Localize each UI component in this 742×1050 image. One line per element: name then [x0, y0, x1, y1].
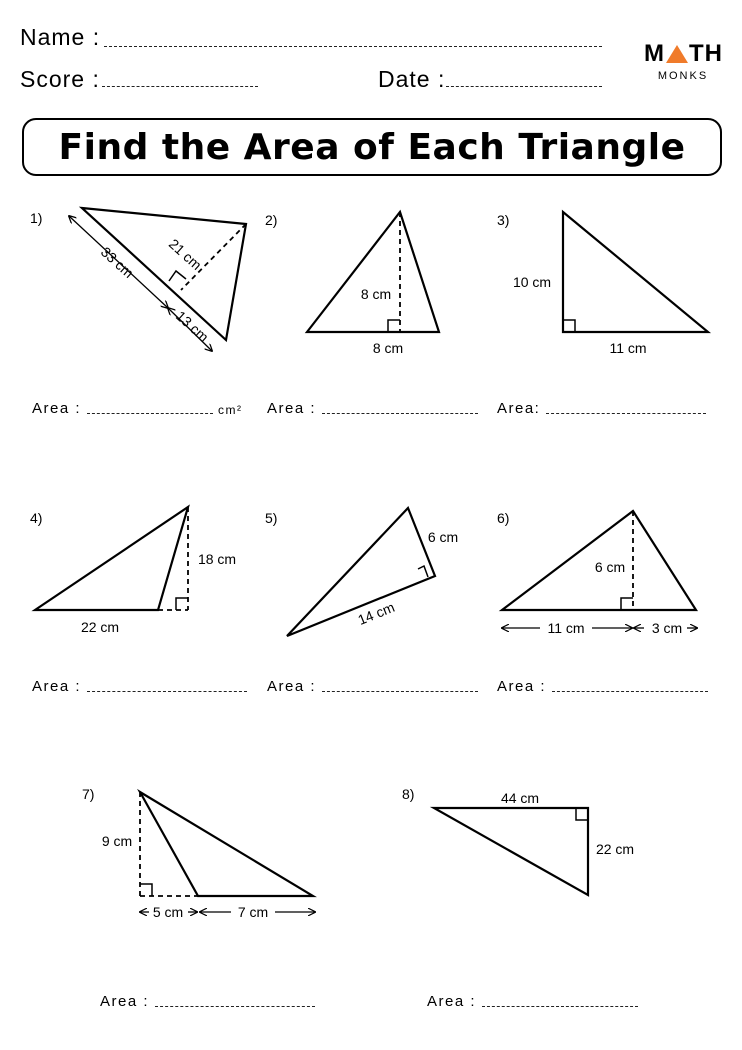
triangle-8-side-label: 22 cm	[595, 841, 635, 857]
problem-2-number: 2)	[265, 212, 278, 228]
triangle-8	[434, 790, 634, 895]
problem-1-number: 1)	[30, 210, 43, 226]
area-row-1	[32, 400, 243, 417]
area-row-2	[267, 400, 478, 417]
triangle-7-base-left-label: 5 cm	[152, 904, 184, 920]
triangle-2-base-label: 8 cm	[372, 340, 404, 356]
area-label: Area :	[100, 993, 150, 1010]
area-label: Area :	[32, 678, 82, 695]
problem-5-number: 5)	[265, 510, 278, 526]
triangle-6-base-left-label: 11 cm	[547, 620, 585, 636]
area-label: Area :	[497, 678, 547, 695]
area-answer-field-6[interactable]	[552, 691, 708, 692]
triangle-7-height-label: 9 cm	[101, 833, 133, 849]
area-row-7	[100, 993, 315, 1010]
area-label: Area :	[427, 993, 477, 1010]
name-label: Name :	[20, 24, 101, 50]
triangle-1-height-label: 21 cm	[165, 235, 205, 273]
score-label: Score :	[20, 66, 100, 92]
triangle-3-height-label: 10 cm	[512, 274, 552, 290]
problem-8-number: 8)	[402, 786, 415, 802]
triangle-4-base-label: 22 cm	[80, 619, 120, 635]
logo-subtext: MONKS	[657, 70, 709, 82]
area-answer-field-7[interactable]	[155, 1006, 315, 1007]
area-answer-field-8[interactable]	[482, 1006, 638, 1007]
area-row-8	[427, 993, 638, 1010]
triangle-6-height-label: 6 cm	[594, 559, 626, 575]
problem-4-number: 4)	[30, 510, 43, 526]
triangle-7-base-right-label: 7 cm	[237, 904, 269, 920]
triangle-4-height-label: 18 cm	[197, 551, 237, 567]
problem-6-number: 6)	[497, 510, 510, 526]
page-title: Find the Area of Each Triangle	[58, 126, 686, 168]
triangle-1-base-label: 33 cm	[97, 243, 137, 281]
triangle-5-side-label: 6 cm	[427, 529, 459, 545]
area-label: Area :	[267, 400, 317, 417]
triangle-2-height-label: 8 cm	[360, 286, 392, 302]
problem-7-number: 7)	[82, 786, 95, 802]
area-label: Area:	[497, 400, 541, 417]
area-answer-field-4[interactable]	[87, 691, 247, 692]
triangle-3-base-label: 11 cm	[609, 340, 647, 356]
area-row-3	[497, 400, 706, 417]
area-answer-field-5[interactable]	[322, 691, 478, 692]
date-label: Date :	[378, 66, 446, 92]
triangle-1-extension-label: 13 cm	[172, 307, 212, 345]
area-unit: cm²	[218, 403, 243, 417]
area-answer-field-2[interactable]	[322, 413, 478, 414]
area-row-6	[497, 678, 708, 695]
triangle-6	[502, 511, 697, 636]
triangle-5-base-label: 14 cm	[355, 598, 397, 628]
triangle-3	[513, 212, 708, 356]
triangle-1	[69, 208, 246, 351]
area-label: Area :	[32, 400, 82, 417]
triangle-6-base-right-label: 3 cm	[651, 620, 683, 636]
area-answer-field-3[interactable]	[546, 413, 706, 414]
triangle-4	[35, 507, 236, 635]
problem-3-number: 3)	[497, 212, 510, 228]
area-answer-field-1[interactable]	[87, 413, 213, 414]
area-row-5	[267, 678, 478, 695]
triangle-5	[287, 508, 458, 636]
triangle-8-top-label: 44 cm	[500, 790, 540, 806]
logo-letters-th: TH	[689, 40, 723, 67]
area-label: Area :	[267, 678, 317, 695]
triangle-7	[102, 792, 315, 920]
logo-letter-m: M	[644, 40, 665, 67]
triangle-2	[307, 212, 439, 356]
area-row-4	[32, 678, 247, 695]
